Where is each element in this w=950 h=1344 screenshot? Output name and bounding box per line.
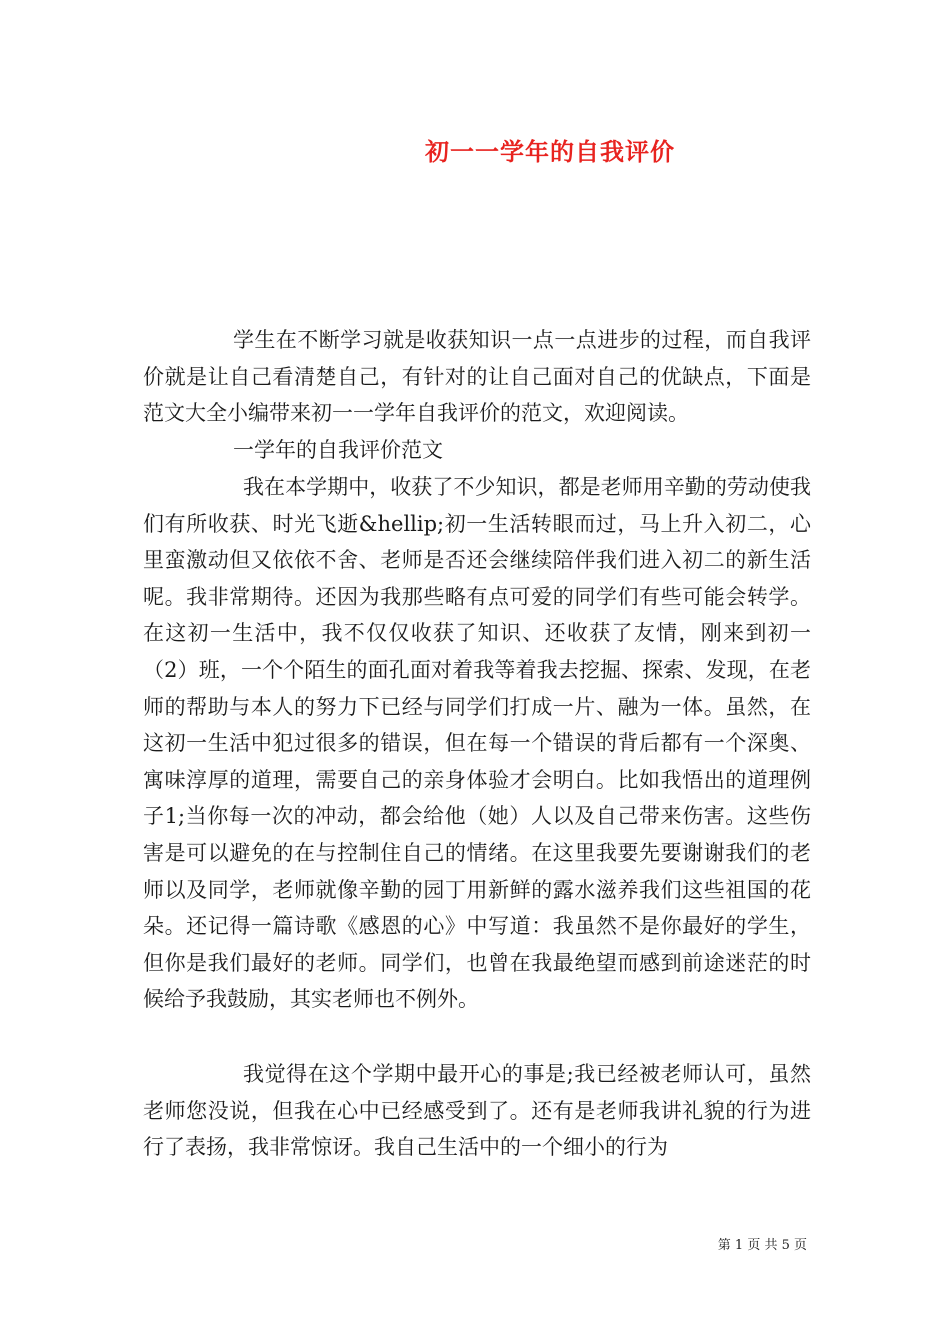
intro-paragraph: 学生在不断学习就是收获知识一点一点进步的过程，而自我评价就是让自己看清楚自己，有针对的让自己面对自己的优缺点，下面是范文大全小编带来初一一学年自我评价的范文，欢迎阅读。	[143, 328, 811, 426]
page-number-footer: 第 1 页 共 5 页	[717, 1238, 807, 1253]
body-paragraph-2: 我觉得在这个学期中最开心的事是;我已经被老师认可，虽然老师您没说，但我在心中已经感受到了。还有是老师我讲礼貌的行为进行了表扬，我非常惊讶。我自己生活中的一个细小的行为	[143, 1062, 811, 1160]
document-title: 初一一学年的自我评价	[425, 137, 675, 166]
section-subtitle: 一学年的自我评价范文	[233, 438, 443, 462]
body-paragraph-1: 我在本学期中，收获了不少知识，都是老师用辛勤的劳动使我们有所收获、时光飞逝&hellip;初一生活转眼而过，马上升入初二，心里蛮激动但又依依不舍、老师是否还会继续陪伴我们进入初二的新生活呢。我非常期待。还因为我那些略有点可爱的同学们有些可能会转学。在这初一生活中，我不仅仅收获了知识、还收获了友情，刚来到初一（2）班，一个个陌生的面孔面对着我等着我去挖掘、探索、发现，在老师的帮助与本人的努力下已经与同学们打成一片、融为一体。虽然，在这初一生活中犯过很多的错误，但在每一个错误的背后都有一个深奥、寓味淳厚的道理，需要自己的亲身体验才会明白。比如我悟出的道理例子1;当你每一次的冲动，都会给他（她）人以及自己带来伤害。这些伤害是可以避免的在与控制住自己的情绪。在这里我要先要谢谢我们的老师以及同学，老师就像辛勤的园丁用新鲜的露水滋养我们这些祖国的花朵。还记得一篇诗歌《感恩的心》中写道：我虽然不是你最好的学生，但你是我们最好的老师。同学们，也曾在我最绝望而感到前途迷茫的时候给予我鼓励，其实老师也不例外。	[143, 475, 811, 1012]
